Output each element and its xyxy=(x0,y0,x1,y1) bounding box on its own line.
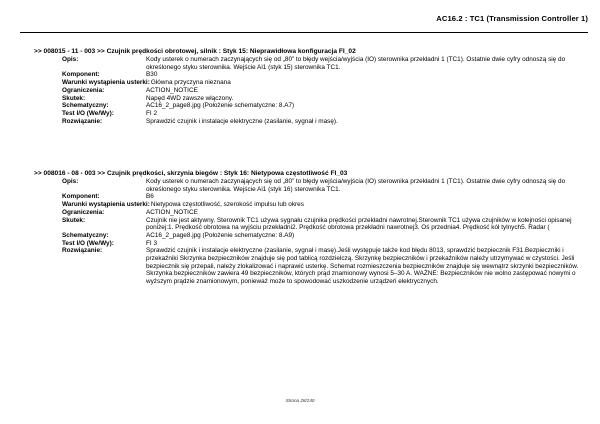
fault-row-schematyczny xyxy=(34,102,586,110)
field-value: Czujnik nie jest aktywny. Sterownik TC1 używa sygnału czujnika prędkości przekładni nawrotnej.Sterownik TC1 używa czujników w kolejności opisanej poniżej:1. Prędkość obrotowa na wyjściu przekładni2. Prędkość obrotowa przekładni nawrotnej3. Oś przednia4. Prędkość kół tylnych5. Radar ( xyxy=(146,216,572,232)
fault-row-skutek xyxy=(34,217,586,232)
fault-row-opis xyxy=(34,178,586,193)
field-label: Rozwiązanie: xyxy=(62,247,103,255)
fault-row-warunki xyxy=(34,79,586,87)
page-header xyxy=(20,10,588,33)
fault-row-warunki xyxy=(34,201,586,209)
header-title: AC16.2 : TC1 (Transmission Controller 1) xyxy=(436,14,588,23)
field-value: B30 xyxy=(146,71,158,79)
fault-entry xyxy=(34,48,586,125)
page-number: Strona 28/240 xyxy=(285,398,315,403)
field-value: ACTION_NOTICE xyxy=(146,208,198,216)
field-label: Skutek: xyxy=(62,94,86,102)
field-label: Warunki wystąpienia usterki: xyxy=(62,79,150,87)
field-value: Kody usterek o numerach zaczynających się od „80” to błędy wejścia/wyjścia (IO) sterownika przekładni 1 (TC1). Ostatnie dwie cyfry odnoszą się do określonego styku sterownika. Wejście Ai1 (styk 15) sterownika TC1. xyxy=(146,56,566,71)
field-value: Główna przyczyna nieznana xyxy=(150,79,231,87)
field-label: Komponent: xyxy=(62,71,100,79)
field-label: Ograniczenia: xyxy=(62,208,105,216)
field-value: FI 2 xyxy=(146,109,158,117)
field-value: Sprawdzić czujnik i instalacje elektryczne (zasilanie, sygnał i masę). xyxy=(146,117,338,125)
field-label: Test I/O (We/Wy): xyxy=(62,109,114,117)
fault-row-rozwiazanie xyxy=(34,118,586,126)
field-label: Test I/O (We/Wy): xyxy=(62,239,114,247)
fault-row-opis xyxy=(34,56,586,71)
field-label: Rozwiązanie: xyxy=(62,117,103,125)
fault-row-ograniczenia xyxy=(34,87,586,95)
fault-row-schematyczny xyxy=(34,232,586,240)
field-label: Skutek: xyxy=(62,216,86,224)
field-label: Schematyczny: xyxy=(62,102,109,110)
field-label: Opis: xyxy=(62,178,79,185)
field-value: B6 xyxy=(146,193,154,201)
field-value: ACTION_NOTICE xyxy=(146,86,198,94)
field-label: Ograniczenia: xyxy=(62,86,105,94)
fault-row-ograniczenia xyxy=(34,209,586,217)
field-value: AC16_2_page8.jpg (Położenie schematyczne: 8.A7) xyxy=(146,102,295,110)
field-value: Sprawdzić czujnik i instalacje elektryczne (zasilanie, sygnał i masę).Jeśli występuje także kod błędu 8013, sprawdzić bezpiecznik F31.Bezpieczniki i przekaźniki Skrzynka bezpieczników znajduje się pod tablicą rozdzielczą. Skrzynkę bezpieczników i przekaźników należy utrzymywać w czystości. Jeśli bezpiecznik się przepali, należy zlokalizować i naprawić usterkę. Schemat rozmieszczenia bezpieczników znajduje się wewnątrz skrzynki bezpieczników. Skrzynka bezpieczników zawiera 49 bezpieczników, których prąd znamionowy wynosi 5–30 A. WAŻNE: Bezpieczników nie wolno zastępować nowymi o wyższym prądzie znamionowym, ponieważ może to spowodować uszkodzenie urządzeń elektrycznych. xyxy=(146,247,579,286)
fault-row-komponent xyxy=(34,71,586,79)
field-value: Nietypowa częstotliwość, szerokość impulsu lub okres xyxy=(150,201,304,209)
field-value: Napęd 4WD zawsze włączony. xyxy=(146,94,234,102)
field-label: Opis: xyxy=(62,56,79,63)
field-value: FI 3 xyxy=(146,239,158,247)
field-value: Kody usterek o numerach zaczynających się od „80” to błędy wejścia/wyjścia (IO) sterownika przekładni 1 (TC1). Ostatnie dwie cyfry odnoszą się do określonego styku sterownika. Wejście Ai1 (styk 16) sterownika TC1. xyxy=(146,178,566,193)
fault-row-test xyxy=(34,240,586,248)
fault-row-komponent xyxy=(34,193,586,201)
fault-entry xyxy=(34,170,586,286)
fault-title: >> 008015 - 11 - 003 >> Czujnik prędkości obrotowej, silnik : Styk 15: Nieprawidłowa konfiguracja FI_02 xyxy=(34,48,356,55)
field-label: Warunki wystąpienia usterki: xyxy=(62,201,150,209)
field-value: AC16_2_page8.jpg (Położenie schematyczne: 8.A9) xyxy=(146,231,295,239)
fault-row-test xyxy=(34,110,586,118)
field-label: Komponent: xyxy=(62,193,100,201)
fault-row-rozwiazanie xyxy=(34,247,586,286)
fault-row-skutek xyxy=(34,95,586,103)
field-label: Schematyczny: xyxy=(62,231,109,239)
fault-title: >> 008016 - 08 - 003 >> Czujnik prędkości, skrzynia biegów : Styk 16: Nietypowa częstotliwość FI_03 xyxy=(34,170,348,177)
